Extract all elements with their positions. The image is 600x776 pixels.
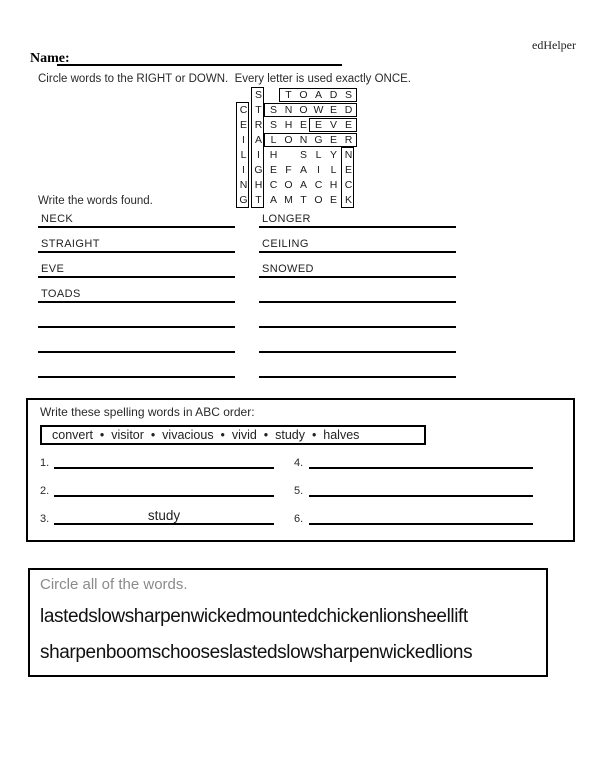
grid-letter: L — [330, 164, 337, 176]
grid-letter: I — [317, 164, 320, 176]
circle-words-line-2[interactable]: sharpenboomschooseslastedslowsharpenwickedlions — [40, 642, 473, 663]
grid-letter: T — [300, 194, 307, 206]
grid-letter: A — [314, 89, 322, 101]
grid-letter: I — [257, 149, 260, 161]
spelling-line-1[interactable] — [54, 453, 274, 469]
grid-letter: H — [254, 179, 263, 191]
grid-letter: O — [299, 89, 308, 101]
answer-line-right-6[interactable] — [259, 340, 456, 353]
grid-letter: O — [284, 179, 293, 191]
grid-letter: D — [344, 104, 353, 116]
answer-line-right-5[interactable] — [259, 315, 456, 328]
found-word-box-straight — [251, 87, 264, 208]
grid-letter: E — [239, 119, 247, 131]
found-word-box-toads — [279, 88, 357, 102]
circle-words-line-1[interactable]: lastedslowsharpenwickedmountedchickenlionsheellift — [40, 606, 468, 627]
grid-letter: A — [299, 164, 307, 176]
grid-letter: O — [284, 134, 293, 146]
grid-letter: I — [242, 164, 245, 176]
spelling-num-4: 4. — [294, 457, 304, 469]
found-word-box-neck — [341, 147, 354, 208]
grid-letter: R — [254, 119, 263, 131]
grid-letter: C — [269, 179, 278, 191]
answer-word: NECK — [41, 213, 74, 225]
found-word-box-snowed — [264, 103, 357, 117]
grid-letter: O — [299, 104, 308, 116]
grid-letter: L — [315, 149, 322, 161]
answer-line-left-1[interactable] — [38, 215, 235, 228]
spelling-line-5[interactable] — [309, 481, 533, 497]
grid-letter: L — [270, 134, 277, 146]
answer-line-right-2[interactable] — [259, 240, 456, 253]
grid-letter: I — [242, 134, 245, 146]
answer-word: CEILING — [262, 238, 309, 250]
grid-letter: S — [299, 149, 307, 161]
circle-words-section — [28, 568, 548, 677]
answer-word: TOADS — [41, 288, 81, 300]
grid-letter: O — [314, 194, 323, 206]
brand-logo: edHelper — [532, 38, 576, 52]
word-search-grid[interactable] — [236, 88, 356, 208]
answer-line-left-4[interactable] — [38, 290, 235, 303]
grid-letter: H — [329, 179, 338, 191]
spelling-num-2: 2. — [40, 485, 50, 497]
answer-word: EVE — [41, 263, 65, 275]
grid-letter: S — [269, 119, 277, 131]
grid-letter: T — [255, 104, 262, 116]
answer-line-right-7[interactable] — [259, 365, 456, 378]
grid-letter: C — [314, 179, 323, 191]
grid-letter: S — [254, 89, 262, 101]
answer-word: SNOWED — [262, 263, 314, 275]
spelling-num-6: 6. — [294, 513, 304, 525]
found-word-box-longer — [264, 133, 357, 147]
name-input-line[interactable] — [57, 53, 342, 66]
grid-letter: E — [269, 164, 277, 176]
grid-letter: A — [299, 179, 307, 191]
grid-letter: N — [239, 179, 248, 191]
grid-letter: N — [284, 104, 293, 116]
found-word-box-eve — [309, 118, 357, 132]
spelling-num-3: 3. — [40, 513, 50, 525]
grid-letter: S — [269, 104, 277, 116]
word-search-instruction: Circle words to the RIGHT or DOWN. Every letter is used exactly ONCE. — [38, 73, 411, 85]
answer-word: STRAIGHT — [41, 238, 100, 250]
spelling-line-3[interactable] — [54, 509, 274, 525]
grid-letter: L — [240, 149, 247, 161]
grid-letter: E — [314, 119, 322, 131]
spelling-line-2[interactable] — [54, 481, 274, 497]
answer-line-right-3[interactable] — [259, 265, 456, 278]
grid-letter: S — [344, 89, 352, 101]
grid-letter: W — [313, 104, 324, 116]
grid-letter: D — [329, 89, 338, 101]
grid-letter: G — [314, 134, 323, 146]
answer-line-left-5[interactable] — [38, 315, 235, 328]
spelling-word-bank — [40, 425, 426, 445]
grid-letter: N — [299, 134, 308, 146]
grid-letter: C — [344, 179, 353, 191]
grid-letter: T — [255, 194, 262, 206]
answer-word: LONGER — [262, 213, 311, 225]
spelling-line-6[interactable] — [309, 509, 533, 525]
grid-letter: H — [269, 149, 278, 161]
spelling-section — [26, 398, 575, 542]
answer-line-right-1[interactable] — [259, 215, 456, 228]
spelling-num-5: 5. — [294, 485, 304, 497]
grid-letter: E — [329, 194, 337, 206]
grid-letter: G — [239, 194, 248, 206]
word-bank-words: convert • visitor • vivacious • vivid • study • halves — [52, 428, 360, 442]
grid-letter: T — [285, 89, 292, 101]
grid-letter: A — [269, 194, 277, 206]
grid-letter: H — [284, 119, 293, 131]
grid-letter: R — [344, 134, 353, 146]
answer-line-left-6[interactable] — [38, 340, 235, 353]
grid-letter: F — [285, 164, 292, 176]
grid-letter: E — [299, 119, 307, 131]
grid-letter: Y — [329, 149, 337, 161]
grid-letter: N — [344, 149, 353, 161]
grid-letter: E — [329, 104, 337, 116]
spelling-answer: study — [147, 508, 181, 523]
grid-letter: E — [329, 134, 337, 146]
grid-letter: A — [254, 134, 262, 146]
grid-letter: E — [344, 119, 352, 131]
spelling-line-4[interactable] — [309, 453, 533, 469]
grid-letter: G — [254, 164, 263, 176]
grid-letter: K — [344, 194, 352, 206]
spelling-instruction: Write these spelling words in ABC order: — [40, 405, 255, 419]
answer-line-left-2[interactable] — [38, 240, 235, 253]
grid-letter: C — [239, 104, 248, 116]
answer-line-right-4[interactable] — [259, 290, 456, 303]
grid-letter: M — [284, 194, 293, 206]
name-label: Name: — [30, 51, 70, 66]
found-word-box-ceiling — [236, 102, 249, 208]
circle-words-instruction: Circle all of the words. — [40, 576, 188, 593]
answer-line-left-3[interactable] — [38, 265, 235, 278]
grid-letter: V — [329, 119, 337, 131]
grid-letter: E — [344, 164, 352, 176]
answer-line-left-7[interactable] — [38, 365, 235, 378]
found-words-label: Write the words found. — [38, 195, 153, 207]
spelling-num-1: 1. — [40, 457, 50, 469]
